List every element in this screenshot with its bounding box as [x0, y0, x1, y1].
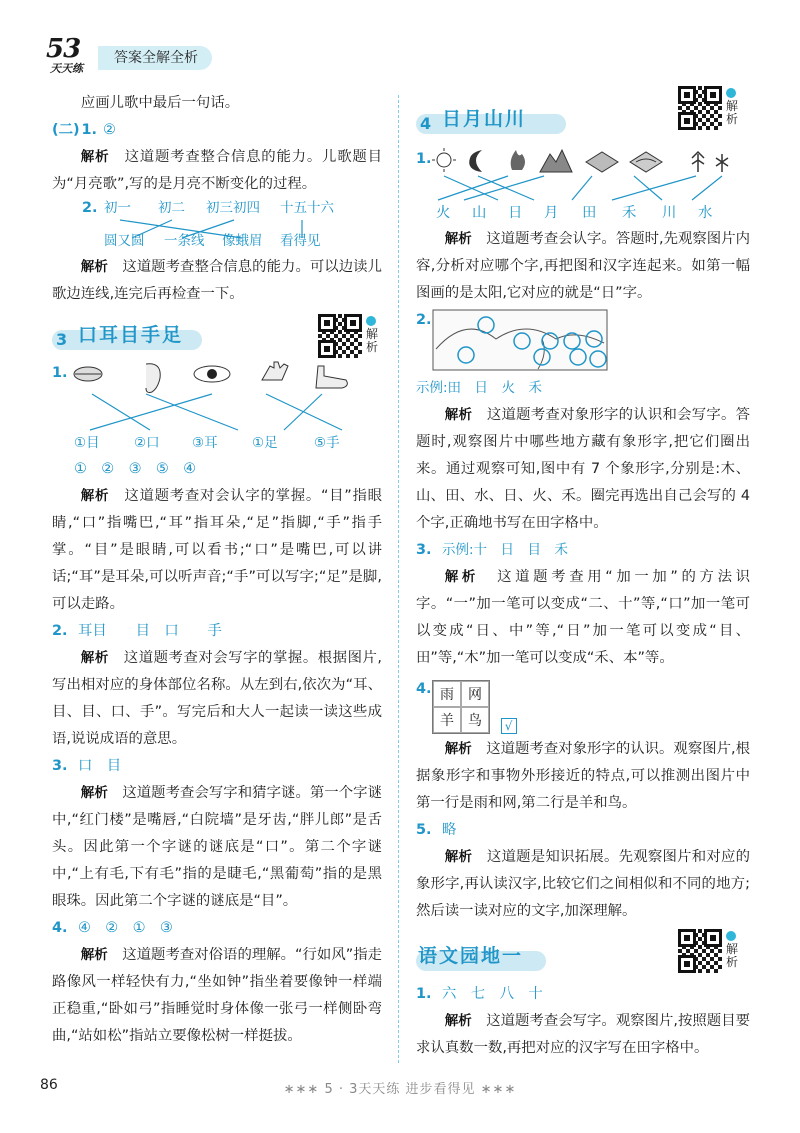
jiexi-text: 这道题是知识拓展。先观察图片和对应的象形字,再认读汉字,比较它们之间相似和不同的地方;然后读一读对应的文字,加深理解。	[416, 849, 750, 919]
jiexi-paragraph	[52, 254, 382, 308]
jiexi-paragraph	[416, 736, 750, 817]
eye-icon	[194, 366, 230, 382]
jiexi-label: 解析	[80, 650, 109, 666]
jiexi-text: 这道题考查对会写字的掌握。根据图片,写出相对应的身体部位名称。从左到右,依次为“耳、目、目、口、手”。写完后和大人一起读一读这些成语,说说成语的意思。	[52, 650, 382, 747]
s5-q1	[416, 981, 750, 1008]
jiexi-paragraph	[52, 942, 382, 1050]
jiexi-label: 解析	[80, 947, 108, 963]
sun-icon	[432, 148, 456, 172]
answer: 示例:十 日 目 禾	[442, 542, 569, 558]
match-bottom-2: 像蛾眉	[222, 233, 263, 249]
right-column	[416, 90, 750, 1062]
jiexi-paragraph	[52, 483, 382, 618]
jiexi-text: 这道题考查对象形字的认识。观察图片,根据象形字和事物外形接近的特点,可以推测出图片中第一行是雨和网,第二行是羊和鸟。	[416, 741, 751, 811]
s4-q2	[416, 307, 750, 375]
q-number: 1.	[52, 365, 68, 381]
jiexi-label: 解析	[444, 1013, 472, 1029]
q-number: 1.	[416, 151, 432, 167]
pictograph-matching	[416, 146, 750, 226]
river-icon	[630, 152, 662, 172]
answer-order: ① ② ③ ⑤ ④	[74, 461, 197, 477]
section-title: 口耳目手足	[78, 324, 184, 346]
match-top-0: 初一	[104, 200, 131, 216]
qr-code-icon[interactable]	[318, 314, 362, 358]
character-grid	[432, 680, 490, 734]
char-6: 川	[662, 205, 677, 221]
q-number: 4.	[52, 920, 68, 936]
q-number: 1.	[81, 122, 98, 138]
section-number: 4	[420, 114, 432, 133]
char-1: 山	[472, 205, 487, 221]
page-number: 86	[40, 1077, 58, 1093]
char-2: 日	[508, 205, 523, 221]
qr-label: 解析	[366, 327, 379, 354]
s3-q4	[52, 915, 382, 942]
example-answer: 示例:田 日 火 禾	[416, 380, 543, 396]
body-match-lines	[52, 392, 372, 432]
jiexi-paragraph	[416, 226, 750, 307]
qr-label: 解析	[726, 99, 739, 126]
q-number: 5.	[416, 822, 432, 838]
mountain-icon	[540, 150, 572, 172]
section-4-title	[416, 99, 750, 140]
choice-1: ②口	[134, 435, 160, 451]
choice-4: ⑤手	[314, 435, 340, 451]
fire-icon	[511, 150, 525, 170]
match-bottom-0: 圆又圆	[104, 233, 145, 249]
section-title: 语文园地一	[418, 945, 524, 967]
jiexi-label: 解析	[444, 741, 472, 757]
grid-cell: 网	[461, 681, 489, 707]
jiexi-text: 这道题考查对象形字的认识和会写字。答题时,观察图片中哪些地方藏有象形字,把它们圈出来。通过观察可知,图中有 7 个象形字,分别是:木、山、田、水、日、火、禾。圈完再选出自己会写的 4 个字,正确地书写在田字格中。	[416, 407, 750, 531]
pictograph-lines	[416, 174, 746, 202]
field-icon	[586, 152, 618, 172]
q-number: 2.	[416, 312, 432, 328]
column-divider	[398, 95, 399, 1063]
answer: 口 目	[78, 758, 122, 774]
left-column	[52, 90, 382, 1050]
q-number: 2.	[52, 623, 68, 639]
jiexi-label: 解析	[444, 407, 473, 423]
choice-3: ①足	[252, 435, 278, 451]
s3-q3	[52, 753, 382, 780]
jiexi-label: 解析	[444, 231, 472, 247]
s4-q3	[416, 537, 750, 564]
matching-lines	[52, 218, 382, 240]
jiexi-paragraph	[52, 645, 382, 753]
answer: ④ ② ① ③	[78, 920, 173, 936]
jiexi-text: 这道题考查会写字和猜字谜。第一个字谜中,“红门楼”是嘴唇,“白院墙”是牙齿,“胖儿郎”是舌头。因此第一个字谜的谜底是“口”。第二个字谜中,“上有毛,下有毛”指的是睫毛,“黑葡萄”指的是黑眼珠。因此第二个字谜的谜底是“目”。	[52, 785, 382, 909]
answer: 六 七 八 十	[442, 986, 543, 1002]
section-5-title	[416, 943, 750, 977]
match-bottom-1: 一条线	[164, 233, 205, 249]
check-box: √	[501, 718, 517, 734]
page-header-title: 答案全解全析	[98, 46, 212, 70]
q-number: 2.	[82, 200, 98, 216]
hand-icon	[262, 362, 288, 380]
intro-line: 应画儿歌中最后一句话。	[80, 95, 240, 111]
jiexi-text: 这道题考查会写字。观察图片,按照题目要求认真数一数,再把对应的汉字写在田字格中。	[416, 1013, 751, 1056]
jiexi-label: 解析	[80, 488, 110, 504]
play-icon	[726, 88, 736, 98]
grid-cell: 羊	[433, 707, 461, 733]
matching-q2	[52, 198, 382, 254]
jiexi-text: 这道题考查整合信息的能力。可以边读儿歌边连线,连完后再检查一下。	[52, 259, 382, 302]
q-number: 4.	[416, 681, 432, 697]
jiexi-paragraph	[416, 1008, 750, 1062]
footer-slogan: ∗∗∗ 5 · 3天天练 进步看得见 ∗∗∗	[283, 1082, 517, 1097]
jiexi-label: 解析	[444, 569, 480, 585]
part2-label: (二)	[52, 122, 80, 138]
jiexi-text: 这道题考查对会认字的掌握。“目”指眼睛,“口”指嘴巴,“耳”指耳朵,“足”指脚,“手”指手掌。“目”是眼睛,可以看书;“口”是嘴巴,可以讲话;“耳”是耳朵,可以听声音;“手”可以写字;“足”是脚,可以走路。	[52, 488, 382, 612]
jiexi-label: 解析	[80, 785, 108, 801]
match-top-2: 初三初四	[206, 200, 260, 216]
answer: ②	[103, 122, 116, 138]
grid-cell: 鸟	[461, 707, 489, 733]
q-number: 3.	[416, 542, 432, 558]
jiexi-text: 这道题考查对俗语的理解。“行如风”指走路像风一样轻快有力,“坐如钟”指坐着要像钟一样端正稳重,“卧如弓”指睡觉时身体像一张弓一样侧卧弯曲,“站如松”指站立要像松树一样挺拔。	[52, 947, 382, 1044]
s3-q2	[52, 618, 382, 645]
logo: 53	[46, 34, 81, 64]
jiexi-text: 这道题考查整合信息的能力。儿歌题目为“月亮歌”,写的是月亮不断变化的过程。	[52, 149, 382, 192]
s4-q4	[416, 676, 750, 736]
jiexi-paragraph	[52, 780, 382, 915]
section-number: 3	[56, 330, 68, 349]
qr-label: 解析	[726, 942, 739, 969]
match-top-3: 十五十六	[280, 200, 334, 216]
grain-icon	[692, 152, 704, 172]
jiexi-paragraph	[416, 564, 750, 672]
jiexi-text: 这道题考查会认字。答题时,先观察图片内容,分析对应哪个字,再把图和汉字连起来。如第一幅图画的是太阳,它对应的就是“日”字。	[416, 231, 751, 301]
char-3: 月	[544, 205, 559, 221]
jiexi-text: 这道题考查用“加一加”的方法识字。“一”加一笔可以变成“二、十”等,“口”加一笔可以变成“日、中”等,“日”加一笔可以变成“目、田”等,“木”加一笔可以变成“禾、本”等。	[416, 569, 750, 666]
q-number: 1.	[416, 986, 432, 1002]
jiexi-paragraph	[416, 844, 750, 925]
answer: 略	[442, 822, 457, 838]
char-0: 火	[436, 205, 451, 221]
jiexi-paragraph	[52, 144, 382, 198]
moon-icon	[469, 150, 482, 172]
body-parts-matching	[52, 360, 382, 456]
char-4: 田	[582, 205, 597, 221]
grid-wrapper	[432, 680, 517, 734]
char-5: 禾	[622, 205, 637, 221]
play-icon	[366, 316, 376, 326]
choice-2: ③耳	[192, 435, 218, 451]
match-top-1: 初二	[158, 200, 185, 216]
logo-subtitle: 天天练	[50, 62, 83, 75]
char-7: 水	[698, 205, 713, 221]
q-number: 3.	[52, 758, 68, 774]
qr-code-icon[interactable]	[678, 929, 722, 973]
choice-0: ①目	[74, 435, 100, 451]
jiexi-label: 解析	[444, 849, 473, 865]
grid-cell: 雨	[433, 681, 461, 707]
lips-icon	[74, 367, 102, 381]
pictograph-pictures	[430, 146, 750, 176]
jiexi-label: 解析	[80, 259, 108, 275]
section-title: 日月山川	[442, 108, 527, 130]
match-bottom-3: 看得见	[280, 233, 321, 249]
part2-q1	[52, 117, 382, 144]
section-3-title	[52, 322, 382, 356]
s4-q5	[416, 817, 750, 844]
jiexi-paragraph	[416, 402, 750, 537]
foot-icon	[316, 366, 347, 388]
water-icon	[716, 154, 728, 172]
landscape-picture	[432, 309, 608, 371]
play-icon	[726, 931, 736, 941]
jiexi-label: 解析	[80, 149, 110, 165]
qr-code-icon[interactable]	[678, 86, 722, 130]
ear-icon	[146, 364, 160, 393]
answer: 耳目 目 口 手	[78, 623, 222, 639]
